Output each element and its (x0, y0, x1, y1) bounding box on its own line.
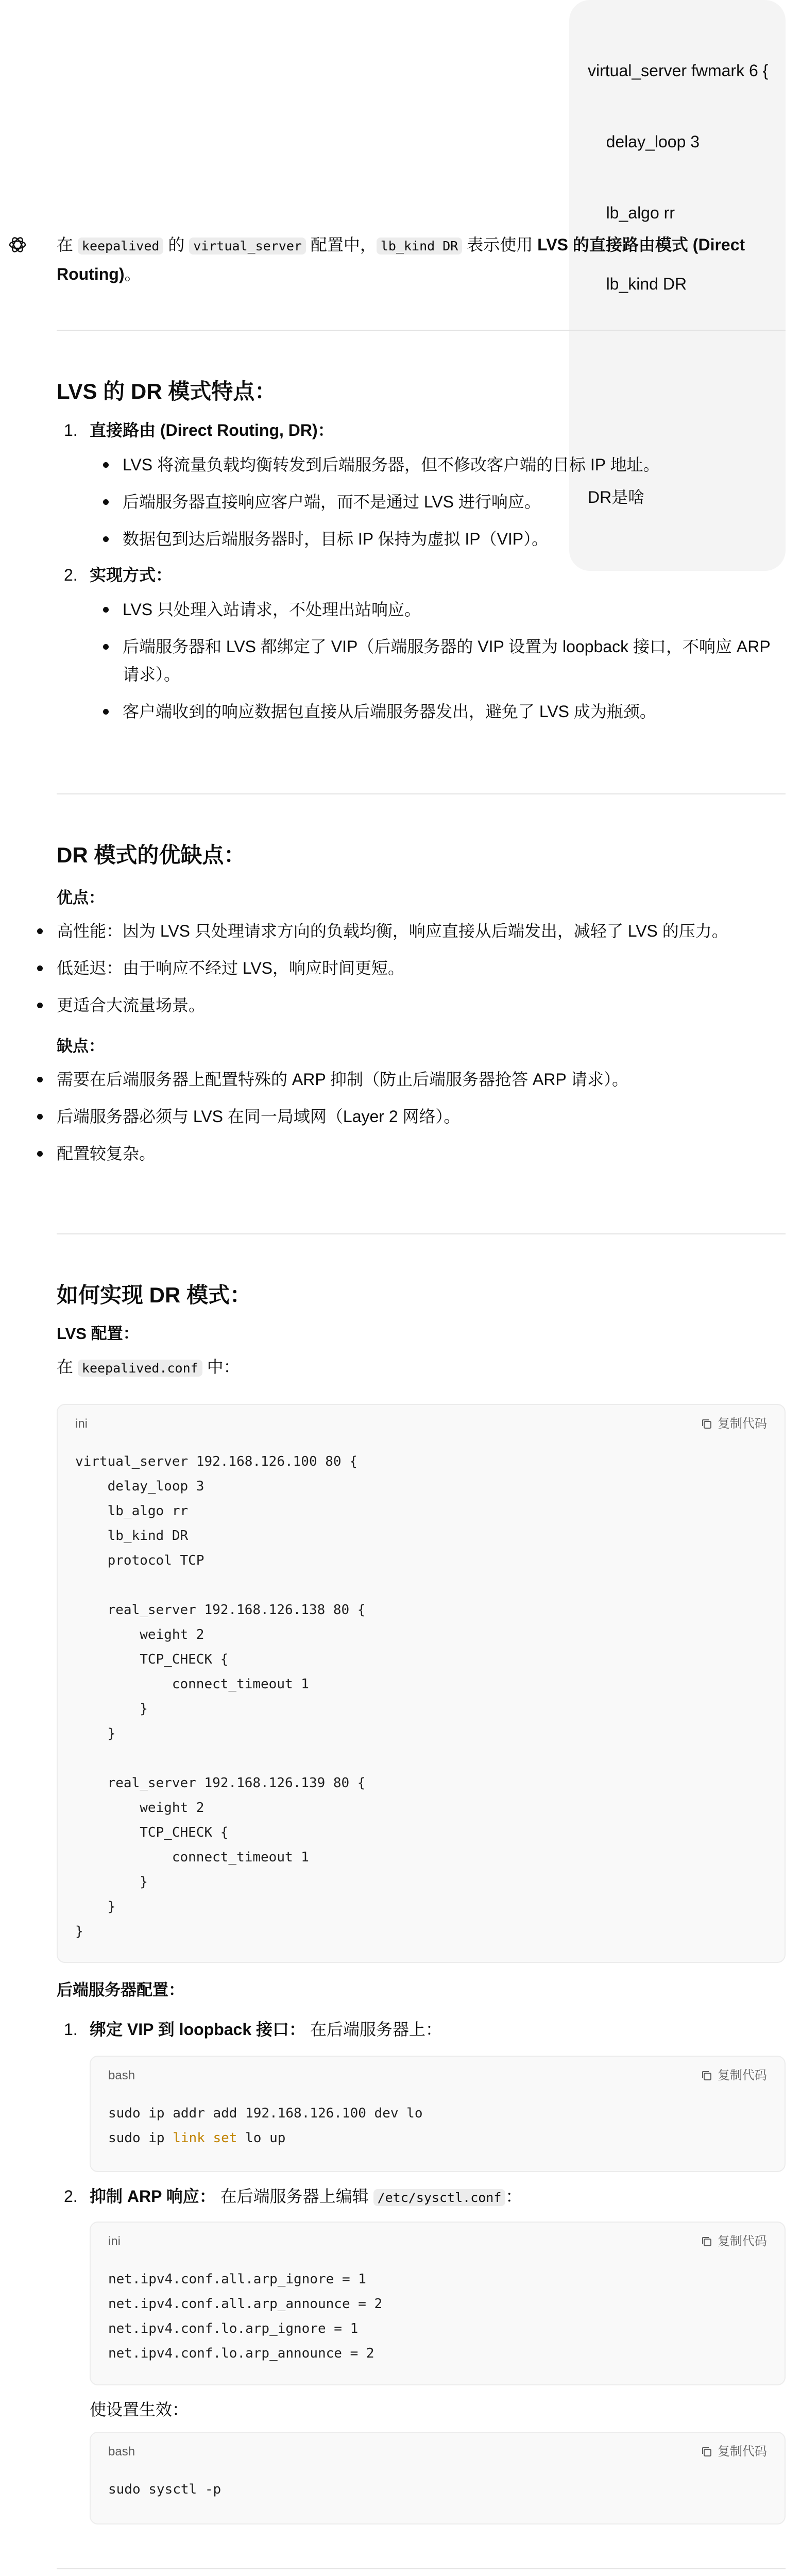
text: 。 (124, 265, 141, 283)
inline-code: lb_kind DR (377, 238, 463, 255)
bullet-list (90, 596, 786, 725)
text: 表示使用 (462, 235, 538, 254)
bullet-item: 更适合大流量场景。 (24, 991, 786, 1019)
user-message-line: lb_kind DR (588, 275, 687, 293)
text: 在后端服务器上： (305, 2020, 442, 2039)
inline-code: keepalived.conf (78, 1360, 202, 1377)
list-label: 直接路由 (Direct Routing, DR)： (90, 421, 334, 439)
copy-icon (700, 2235, 713, 2248)
step-arp (57, 2182, 786, 2212)
copy-code-label: 复制代码 (718, 2069, 767, 2082)
intro-paragraph (57, 231, 786, 288)
text: 在后端服务器上编辑 (215, 2187, 373, 2206)
openai-logo-icon (7, 234, 28, 255)
code-language-label: bash (108, 2445, 135, 2459)
bullet-item: 后端服务器必须与 LVS 在同一局域网（Layer 2 网络）。 (24, 1103, 786, 1130)
code-line: sudo ip addr add 192.168.126.100 dev lo (108, 2106, 423, 2121)
step-bind-vip (57, 2015, 786, 2043)
code-block-sysctl (90, 2222, 786, 2385)
pros-list (24, 917, 786, 1019)
list-label: 绑定 VIP 到 loopback 接口： (90, 2020, 306, 2039)
bullet-item: LVS 只处理入站请求，不处理出站响应。 (90, 596, 786, 623)
divider (57, 2568, 786, 2569)
bold-text: LVS 的直接路由模式 (Direct Routing) (57, 235, 745, 283)
list-number: 1. (64, 2020, 78, 2039)
code-language-label: ini (75, 1417, 88, 1431)
code-content (108, 2101, 422, 2150)
text: 配置中， (305, 235, 377, 254)
list-number: 2. (64, 2187, 78, 2206)
list-item (57, 417, 786, 553)
bullet-item: 客户端收到的响应数据包直接从后端服务器发出，避免了 LVS 成为瓶颈。 (90, 698, 786, 725)
copy-code-label: 复制代码 (718, 2234, 767, 2248)
section-title: LVS 的 DR 模式特点： (57, 379, 277, 403)
list-label: 实现方式： (90, 566, 173, 585)
copy-icon (700, 1417, 713, 1431)
text: 在 (57, 235, 78, 254)
code-keyword: link set (173, 2130, 237, 2146)
text: 的 (163, 235, 190, 254)
divider (57, 1233, 786, 1234)
backend-config-label: 后端服务器配置： (57, 1981, 184, 1999)
list-number: 2. (64, 566, 78, 585)
bullet-item: 配置较复杂。 (24, 1140, 786, 1167)
copy-code-button[interactable] (700, 2442, 767, 2462)
lvs-config-label: LVS 配置： (57, 1325, 139, 1343)
copy-code-label: 复制代码 (718, 2445, 767, 2459)
section-pros-cons (57, 840, 786, 1177)
user-message-line: delay_loop 3 (588, 132, 700, 151)
list-item (57, 562, 786, 725)
user-message-line: lb_algo rr (588, 204, 675, 222)
inline-code: keepalived (78, 238, 164, 255)
copy-code-button[interactable] (700, 2232, 767, 2251)
section-title: 如何实现 DR 模式： (57, 1283, 252, 1307)
feature-list (57, 417, 786, 725)
section-dr-features (57, 376, 786, 735)
copy-icon (700, 2069, 713, 2082)
cons-label: 缺点： (57, 1037, 105, 1055)
code-language-label: ini (108, 2234, 121, 2248)
text: 中： (202, 1358, 240, 1376)
copy-code-button[interactable] (700, 2066, 767, 2086)
bullet-item: LVS 将流量负载均衡转发到后端服务器，但不修改客户端的目标 IP 地址。 (90, 451, 786, 479)
code-line: lo up (237, 2130, 286, 2146)
bullet-item: 低延迟：由于响应不经过 LVS，响应时间更短。 (24, 954, 786, 982)
code-language-label: bash (108, 2069, 135, 2082)
lvs-config-text (57, 1353, 786, 1382)
text: ： (505, 2187, 522, 2206)
user-message-line (588, 343, 767, 367)
list-number: 1. (64, 421, 78, 439)
user-message-line: DR是啥 (588, 488, 645, 506)
code-block-ip (90, 2056, 786, 2172)
bullet-item: 数据包到达后端服务器时，目标 IP 保持为虚拟 IP（VIP）。 (90, 525, 786, 553)
pros-label: 优点： (57, 889, 105, 907)
divider (57, 793, 786, 794)
user-message-line: virtual_server fwmark 6 { (588, 61, 769, 80)
copy-code-button[interactable] (700, 1414, 767, 1434)
code-content: net.ipv4.conf.all.arp_ignore = 1 net.ipv4.conf.all.arp_announce = 2 net.ipv4.conf.lo.arp_ignore = 1 net.ipv4.conf.lo.arp_announce = 2 (108, 2272, 383, 2361)
code-content: virtual_server 192.168.126.100 80 { delay_loop 3 lb_algo rr lb_kind DR protocol TCP real_server 192.168.126.138 80 { weight 2 TCP_CHECK { connect_timeout 1 } } real_server 192.168.126.139 80 { weight 2 TCP_CHECK { connect_timeout 1 } } } (75, 1454, 366, 1939)
bullet-item: 后端服务器和 LVS 都绑定了 VIP（后端服务器的 VIP 设置为 loopback 接口，不响应 ARP 请求）。 (90, 633, 786, 688)
apply-text: 使设置生效： (90, 2400, 189, 2419)
inline-code: virtual_server (189, 238, 306, 255)
copy-icon (700, 2445, 713, 2459)
list-label: 抑制 ARP 响应： (90, 2187, 216, 2206)
bullet-item: 需要在后端服务器上配置特殊的 ARP 抑制（防止后端服务器抢答 ARP 请求）。 (24, 1065, 786, 1093)
bullet-item: 高性能：因为 LVS 只处理请求方向的负载均衡，响应直接从后端发出，减轻了 LVS 的压力。 (24, 917, 786, 945)
bullet-item: 后端服务器直接响应客户端，而不是通过 LVS 进行响应。 (90, 488, 786, 516)
code-block-keepalived (57, 1404, 786, 1963)
section-title: DR 模式的优缺点： (57, 843, 246, 867)
section-how-to (57, 1280, 786, 1382)
backend-config (57, 1978, 786, 2002)
text: 在 (57, 1358, 78, 1376)
code-block-apply (90, 2432, 786, 2524)
bullet-list (90, 451, 786, 553)
inline-code: /etc/sysctl.conf (373, 2189, 506, 2206)
copy-code-label: 复制代码 (718, 1417, 767, 1431)
code-line: sudo ip (108, 2130, 173, 2146)
code-content: sudo sysctl -p (108, 2482, 221, 2497)
cons-list (24, 1065, 786, 1167)
divider (57, 330, 786, 331)
